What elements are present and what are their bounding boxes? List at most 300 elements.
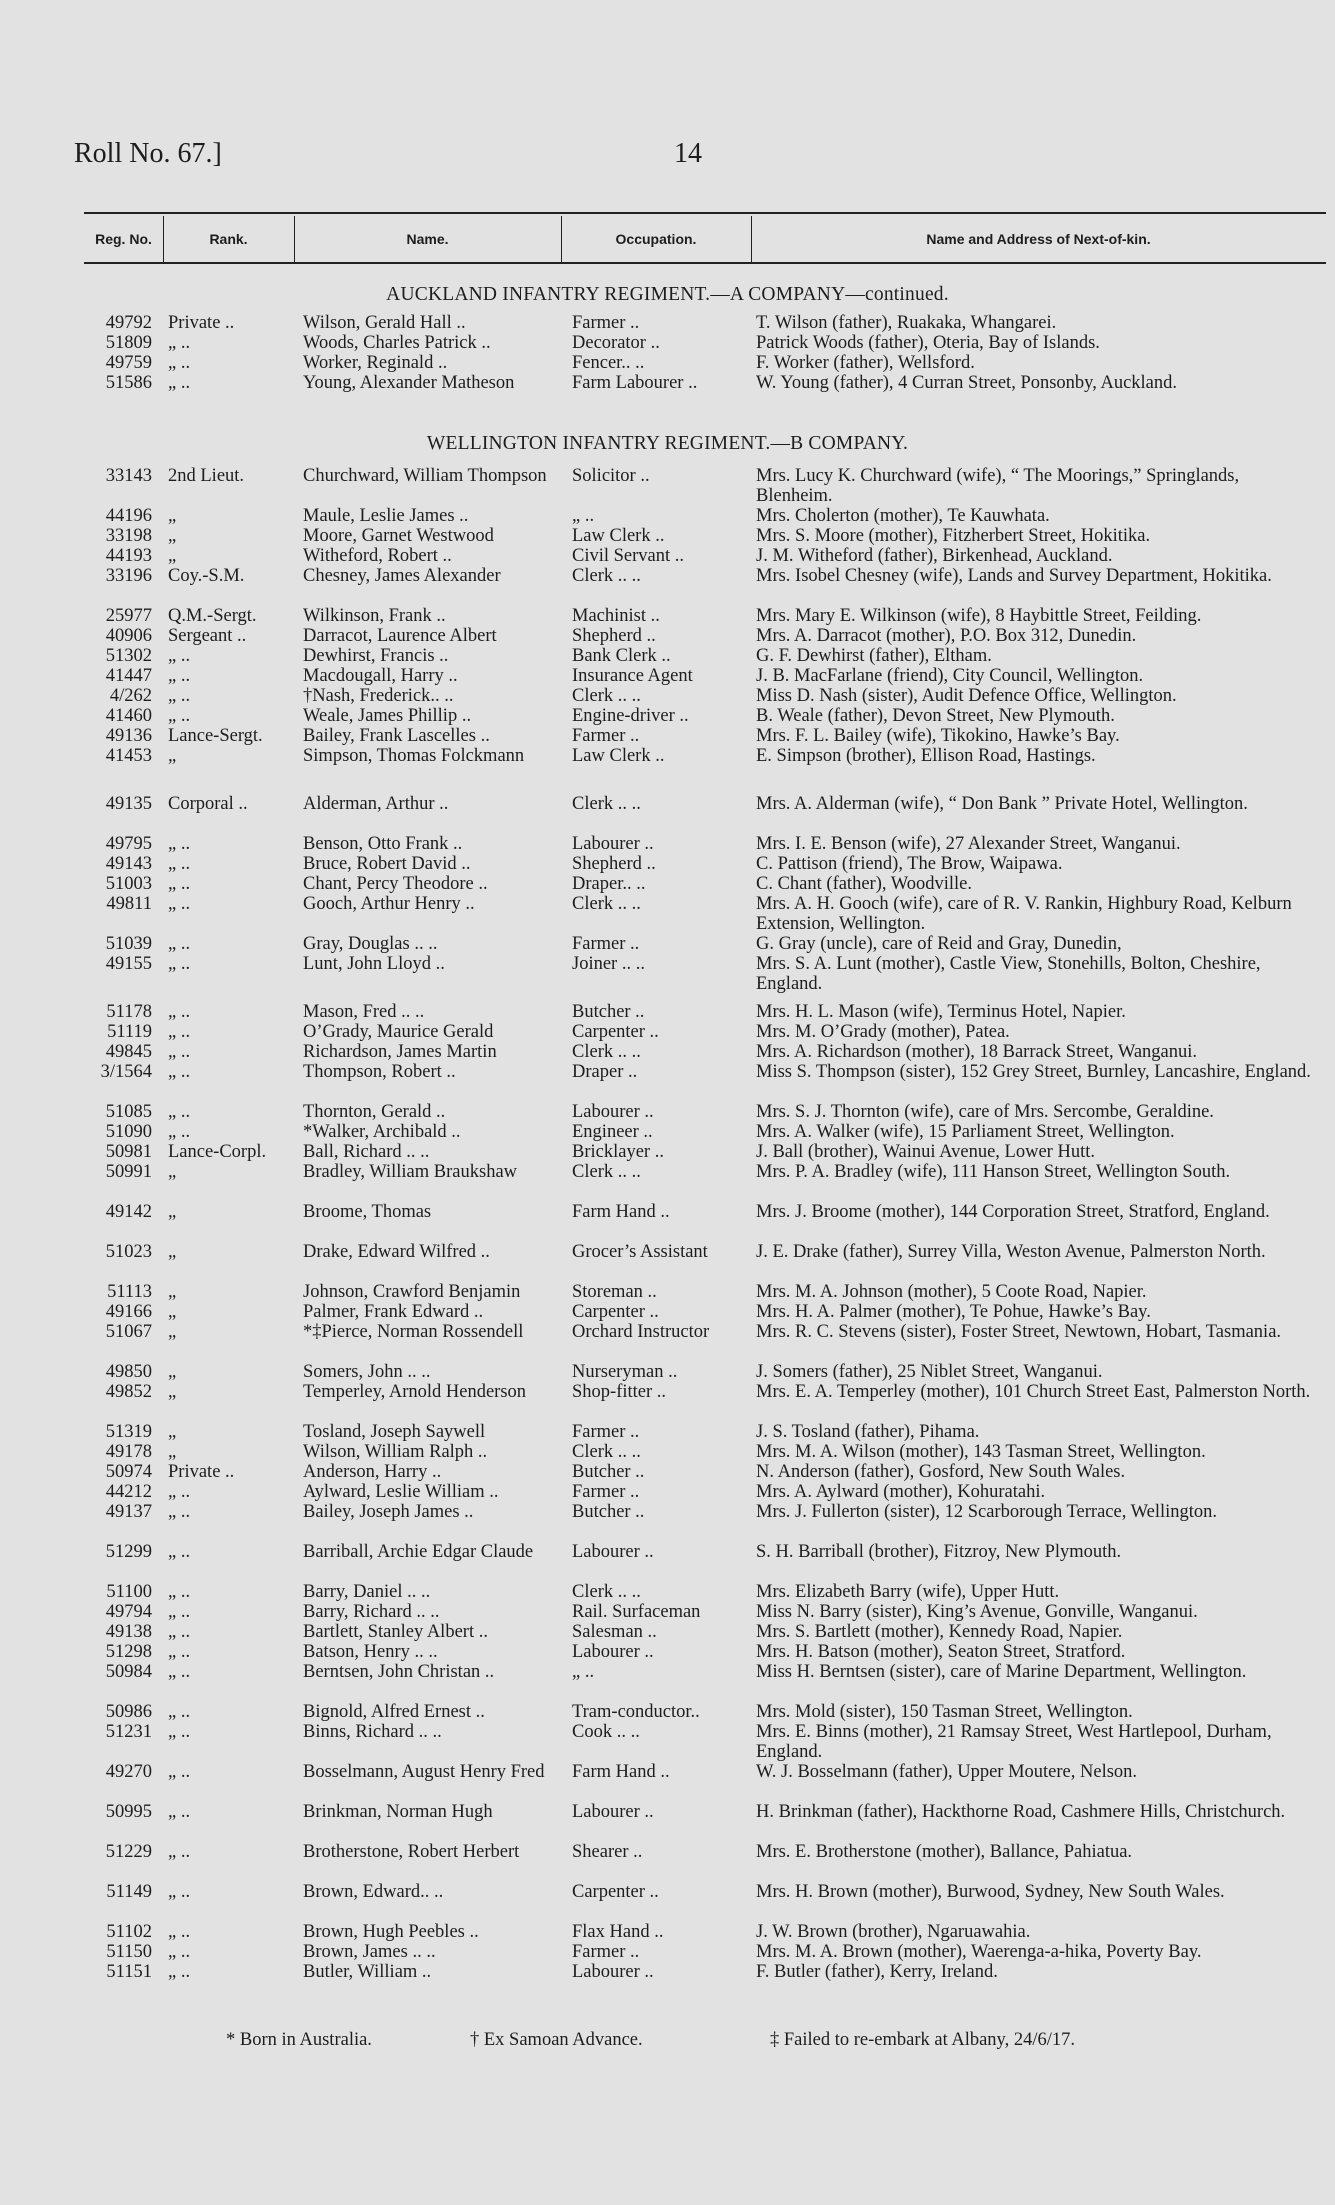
rank-cell: „ .. <box>168 686 191 706</box>
rank-cell: „ .. <box>168 666 191 686</box>
rank-cell: „ .. <box>168 1702 191 1722</box>
reg-no-cell: 50991 <box>105 1162 152 1182</box>
footnote-samoan-advance: † Ex Samoan Advance. <box>470 2030 643 2050</box>
name-cell: Lunt, John Lloyd .. <box>303 954 445 974</box>
next-of-kin-cell: Mrs. A. Alderman (wife), “ Don Bank ” Private Hotel, Wellington. <box>756 794 1248 814</box>
rank-cell: „ .. <box>168 1842 191 1862</box>
rank-cell: Sergeant .. <box>168 626 247 646</box>
occupation-cell: Farm Hand .. <box>572 1762 670 1782</box>
next-of-kin-cell: N. Anderson (father), Gosford, New South Wales. <box>756 1462 1126 1482</box>
next-of-kin-cell: Patrick Woods (father), Oteria, Bay of Islands. <box>756 333 1100 353</box>
occupation-cell: Butcher .. <box>572 1502 645 1522</box>
rank-cell: „ .. <box>168 1922 191 1942</box>
next-of-kin-cell: W. Young (father), 4 Curran Street, Ponsonby, Auckland. <box>756 373 1178 393</box>
occupation-cell: Labourer .. <box>572 1542 654 1562</box>
name-cell: Drake, Edward Wilfred .. <box>303 1242 490 1262</box>
name-cell: Gray, Douglas .. .. <box>303 934 438 954</box>
next-of-kin-cell: Mrs. M. A. Johnson (mother), 5 Coote Road, Napier. <box>756 1282 1147 1302</box>
rank-cell: „ .. <box>168 1482 191 1502</box>
rank-cell: „ .. <box>168 353 191 373</box>
rank-cell: Lance-Corpl. <box>168 1142 267 1162</box>
occupation-cell: Carpenter .. <box>572 1882 659 1902</box>
name-cell: Bartlett, Stanley Albert .. <box>303 1622 488 1642</box>
next-of-kin-cell: Mrs. E. Binns (mother), 21 Ramsay Street, West Hartlepool, Durham, England. <box>756 1722 1272 1762</box>
rank-cell: „ .. <box>168 1962 191 1982</box>
next-of-kin-cell: Mrs. M. A. Brown (mother), Waerenga-a-hika, Poverty Bay. <box>756 1942 1202 1962</box>
next-of-kin-cell: G. F. Dewhirst (father), Eltham. <box>756 646 992 666</box>
col-header-reg: Reg. No. <box>95 231 152 247</box>
reg-no-cell: 49852 <box>105 1382 152 1402</box>
next-of-kin-cell: Mrs. A. Walker (wife), 15 Parliament Street, Wellington. <box>756 1122 1175 1142</box>
occupation-cell: Farm Labourer .. <box>572 373 698 393</box>
reg-no-cell: 33143 <box>105 466 152 486</box>
reg-no-cell: 51319 <box>105 1422 152 1442</box>
next-of-kin-cell: Mrs. Lucy K. Churchward (wife), “ The Moorings,” Springlands, Blenheim. <box>756 466 1240 506</box>
rank-cell: „ .. <box>168 1882 191 1902</box>
occupation-cell: Solicitor .. <box>572 466 650 486</box>
occupation-cell: Cook .. .. <box>572 1722 640 1742</box>
occupation-cell: Labourer .. <box>572 834 654 854</box>
name-cell: Batson, Henry .. .. <box>303 1642 438 1662</box>
reg-no-cell: 49795 <box>105 834 152 854</box>
next-of-kin-cell: B. Weale (father), Devon Street, New Plymouth. <box>756 706 1115 726</box>
name-cell: Mason, Fred .. .. <box>303 1002 425 1022</box>
reg-no-cell: 44212 <box>105 1482 152 1502</box>
reg-no-cell: 50981 <box>105 1142 152 1162</box>
rank-cell: „ .. <box>168 954 191 974</box>
name-cell: Churchward, William Thompson <box>303 466 547 486</box>
next-of-kin-cell: Mrs. E. Brotherstone (mother), Ballance, Pahiatua. <box>756 1842 1133 1862</box>
rank-cell: „ .. <box>168 1102 191 1122</box>
next-of-kin-cell: Mrs. J. Fullerton (sister), 12 Scarborough Terrace, Wellington. <box>756 1502 1218 1522</box>
rank-cell: „ .. <box>168 1022 191 1042</box>
name-cell: Bailey, Frank Lascelles .. <box>303 726 490 746</box>
rank-cell: „ .. <box>168 1602 191 1622</box>
occupation-cell: Bank Clerk .. <box>572 646 671 666</box>
name-cell: Worker, Reginald .. <box>303 353 448 373</box>
rank-cell: „ .. <box>168 1942 191 1962</box>
occupation-cell: Labourer .. <box>572 1642 654 1662</box>
occupation-cell: Storeman .. <box>572 1282 657 1302</box>
next-of-kin-cell: Mrs. E. A. Temperley (mother), 101 Church Street East, Palmerston North. <box>756 1382 1311 1402</box>
footnote-failed-reembark: ‡ Failed to re-embark at Albany, 24/6/17. <box>770 2030 1076 2050</box>
section-title: WELLINGTON INFANTRY REGIMENT.—B COMPANY. <box>426 433 909 454</box>
name-cell: Macdougall, Harry .. <box>303 666 458 686</box>
occupation-cell: Farmer .. <box>572 1422 640 1442</box>
reg-no-cell: 51149 <box>106 1882 152 1902</box>
occupation-cell: Farmer .. <box>572 1942 640 1962</box>
name-cell: Chesney, James Alexander <box>303 566 501 586</box>
next-of-kin-cell: J. S. Tosland (father), Pihama. <box>756 1422 980 1442</box>
reg-no-cell: 51302 <box>105 646 152 666</box>
name-cell: Brown, Edward.. .. <box>303 1882 444 1902</box>
name-cell: Bailey, Joseph James .. <box>303 1502 474 1522</box>
next-of-kin-cell: Mrs. H. Brown (mother), Burwood, Sydney, New South Wales. <box>756 1882 1225 1902</box>
name-cell: Bosselmann, August Henry Fred <box>303 1762 545 1782</box>
header-top-rule <box>84 212 1326 214</box>
occupation-cell: Labourer .. <box>572 1962 654 1982</box>
rank-cell: „ .. <box>168 1802 191 1822</box>
reg-no-cell: 51299 <box>105 1542 152 1562</box>
rank-cell: „ <box>168 1322 177 1342</box>
rank-cell: „ <box>168 1422 177 1442</box>
name-cell: Ball, Richard .. .. <box>303 1142 430 1162</box>
reg-no-cell: 51151 <box>106 1962 152 1982</box>
occupation-cell: Clerk .. .. <box>572 894 641 914</box>
next-of-kin-cell: Mrs. A. Aylward (mother), Kohuratahi. <box>756 1482 1046 1502</box>
rank-cell: Q.M.-Sergt. <box>168 606 257 626</box>
rank-cell: „ .. <box>168 854 191 874</box>
next-of-kin-cell: Mrs. Cholerton (mother), Te Kauwhata. <box>756 506 1050 526</box>
rank-cell: Coy.-S.M. <box>168 566 245 586</box>
name-cell: Aylward, Leslie William .. <box>303 1482 499 1502</box>
reg-no-cell: 41453 <box>105 746 152 766</box>
name-cell: Richardson, James Martin <box>303 1042 497 1062</box>
reg-no-cell: 33198 <box>105 526 152 546</box>
reg-no-cell: 51067 <box>105 1322 152 1342</box>
rank-cell: „ <box>168 1362 177 1382</box>
occupation-cell: Insurance Agent <box>572 666 693 686</box>
occupation-cell: Farmer .. <box>572 1482 640 1502</box>
name-cell: Darracot, Laurence Albert <box>303 626 497 646</box>
next-of-kin-cell: Mrs. M. A. Wilson (mother), 143 Tasman Street, Wellington. <box>756 1442 1206 1462</box>
rank-cell: „ .. <box>168 1502 191 1522</box>
rank-cell: „ <box>168 1282 177 1302</box>
occupation-cell: Shepherd .. <box>572 626 656 646</box>
next-of-kin-cell: G. Gray (uncle), care of Reid and Gray, Dunedin, <box>756 934 1122 954</box>
rank-cell: „ <box>168 506 177 526</box>
rank-cell: „ <box>168 546 177 566</box>
name-cell: Johnson, Crawford Benjamin <box>303 1282 521 1302</box>
next-of-kin-cell: J. E. Drake (father), Surrey Villa, Weston Avenue, Palmerston North. <box>756 1242 1266 1262</box>
rank-cell: „ .. <box>168 706 191 726</box>
name-cell: Somers, John .. .. <box>303 1362 431 1382</box>
reg-no-cell: 51102 <box>106 1922 152 1942</box>
reg-no-cell: 51003 <box>105 874 152 894</box>
next-of-kin-cell: E. Simpson (brother), Ellison Road, Hastings. <box>756 746 1096 766</box>
name-cell: Palmer, Frank Edward .. <box>303 1302 484 1322</box>
name-cell: O’Grady, Maurice Gerald <box>303 1022 494 1042</box>
occupation-cell: Clerk .. .. <box>572 1042 641 1062</box>
occupation-cell: „ .. <box>572 506 595 526</box>
occupation-cell: Salesman .. <box>572 1622 657 1642</box>
name-cell: Benson, Otto Frank .. <box>303 834 463 854</box>
occupation-cell: Clerk .. .. <box>572 1442 641 1462</box>
rank-cell: „ .. <box>168 1042 191 1062</box>
name-cell: Tosland, Joseph Saywell <box>303 1422 486 1442</box>
name-cell: Moore, Garnet Westwood <box>303 526 494 546</box>
occupation-cell: Labourer .. <box>572 1102 654 1122</box>
next-of-kin-cell: Mrs. M. O’Grady (mother), Patea. <box>756 1022 1010 1042</box>
header-bottom-rule <box>84 262 1326 264</box>
occupation-cell: Farmer .. <box>572 726 640 746</box>
name-cell: Brown, Hugh Peebles .. <box>303 1922 479 1942</box>
reg-no-cell: 49178 <box>105 1442 152 1462</box>
reg-no-cell: 41460 <box>105 706 152 726</box>
occupation-cell: Butcher .. <box>572 1462 645 1482</box>
reg-no-cell: 41447 <box>105 666 152 686</box>
reg-no-cell: 51150 <box>106 1942 152 1962</box>
name-cell: Anderson, Harry .. <box>303 1462 442 1482</box>
next-of-kin-cell: Mrs. I. E. Benson (wife), 27 Alexander Street, Wanganui. <box>756 834 1181 854</box>
next-of-kin-cell: J. Ball (brother), Wainui Avenue, Lower Hutt. <box>756 1142 1095 1162</box>
reg-no-cell: 49811 <box>106 894 152 914</box>
occupation-cell: Joiner .. .. <box>572 954 645 974</box>
rank-cell: Private .. <box>168 313 235 333</box>
rank-cell: „ .. <box>168 1542 191 1562</box>
name-cell: Thornton, Gerald .. <box>303 1102 446 1122</box>
next-of-kin-cell: C. Pattison (friend), The Brow, Waipawa. <box>756 854 1063 874</box>
name-cell: Brotherstone, Robert Herbert <box>303 1842 520 1862</box>
next-of-kin-cell: J. M. Witheford (father), Birkenhead, Auckland. <box>756 546 1113 566</box>
reg-no-cell: 50995 <box>105 1802 152 1822</box>
occupation-cell: Farmer .. <box>572 313 640 333</box>
rank-cell: „ <box>168 1202 177 1222</box>
reg-no-cell: 51023 <box>105 1242 152 1262</box>
occupation-cell: Clerk .. .. <box>572 566 641 586</box>
rank-cell: „ .. <box>168 1622 191 1642</box>
next-of-kin-cell: Mrs. J. Broome (mother), 144 Corporation Street, Stratford, England. <box>756 1202 1270 1222</box>
name-cell: Barriball, Archie Edgar Claude <box>303 1542 534 1562</box>
occupation-cell: Bricklayer .. <box>572 1142 664 1162</box>
name-cell: Berntsen, John Christan .. <box>303 1662 495 1682</box>
reg-no-cell: 49137 <box>105 1502 152 1522</box>
next-of-kin-cell: Miss S. Thompson (sister), 152 Grey Street, Burnley, Lancashire, England. <box>756 1062 1311 1082</box>
reg-no-cell: 49135 <box>105 794 152 814</box>
next-of-kin-cell: Mrs. Mary E. Wilkinson (wife), 8 Haybittle Street, Feilding. <box>756 606 1202 626</box>
rank-cell: „ .. <box>168 894 191 914</box>
reg-no-cell: 49155 <box>105 954 152 974</box>
name-cell: Woods, Charles Patrick .. <box>303 333 491 353</box>
next-of-kin-cell: Mrs. S. Bartlett (mother), Kennedy Road, Napier. <box>756 1622 1123 1642</box>
next-of-kin-cell: F. Worker (father), Wellsford. <box>756 353 975 373</box>
rank-cell: „ .. <box>168 373 191 393</box>
reg-no-cell: 49136 <box>105 726 152 746</box>
reg-no-cell: 40906 <box>105 626 152 646</box>
name-cell: Bignold, Alfred Ernest .. <box>303 1702 485 1722</box>
col-header-name: Name. <box>406 231 449 247</box>
reg-no-cell: 51119 <box>107 1022 152 1042</box>
occupation-cell: Law Clerk .. <box>572 746 665 766</box>
next-of-kin-cell: W. J. Bosselmann (father), Upper Moutere, Nelson. <box>756 1762 1138 1782</box>
name-cell: Maule, Leslie James .. <box>303 506 469 526</box>
reg-no-cell: 49850 <box>105 1362 152 1382</box>
name-cell: Wilkinson, Frank .. <box>303 606 446 626</box>
occupation-cell: Decorator .. <box>572 333 660 353</box>
reg-no-cell: 49143 <box>105 854 152 874</box>
rank-cell: „ <box>168 1242 177 1262</box>
reg-no-cell: 51586 <box>105 373 152 393</box>
reg-no-cell: 51100 <box>106 1582 152 1602</box>
col-header-rank: Rank. <box>209 231 248 247</box>
rank-cell: „ .. <box>168 1642 191 1662</box>
reg-no-cell: 51113 <box>107 1282 152 1302</box>
occupation-cell: Orchard Instructor <box>572 1322 710 1342</box>
next-of-kin-cell: T. Wilson (father), Ruakaka, Whangarei. <box>756 313 1057 333</box>
reg-no-cell: 51090 <box>105 1122 152 1142</box>
occupation-cell: Shepherd .. <box>572 854 656 874</box>
next-of-kin-cell: J. B. MacFarlane (friend), City Council, Wellington. <box>756 666 1144 686</box>
next-of-kin-cell: S. H. Barriball (brother), Fitzroy, New Plymouth. <box>756 1542 1122 1562</box>
name-cell: Wilson, Gerald Hall .. <box>303 313 466 333</box>
next-of-kin-cell: Mrs. P. A. Bradley (wife), 111 Hanson Street, Wellington South. <box>756 1162 1231 1182</box>
occupation-cell: Machinist .. <box>572 606 660 626</box>
occupation-cell: Fencer.. .. <box>572 353 645 373</box>
name-cell: Barry, Richard .. .. <box>303 1602 440 1622</box>
reg-no-cell: 51809 <box>105 333 152 353</box>
occupation-cell: Tram-conductor.. <box>572 1702 700 1722</box>
name-cell: Witheford, Robert .. <box>303 546 452 566</box>
occupation-cell: Carpenter .. <box>572 1302 659 1322</box>
reg-no-cell: 49759 <box>105 353 152 373</box>
next-of-kin-cell: Mrs. S. A. Lunt (mother), Castle View, Stonehills, Bolton, Cheshire, England. <box>756 954 1261 994</box>
name-cell: *Walker, Archibald .. <box>303 1122 461 1142</box>
occupation-cell: „ .. <box>572 1662 595 1682</box>
reg-no-cell: 49142 <box>105 1202 152 1222</box>
reg-no-cell: 51298 <box>105 1642 152 1662</box>
reg-no-cell: 51039 <box>105 934 152 954</box>
col-header-occupation: Occupation. <box>615 231 697 247</box>
section-title: AUCKLAND INFANTRY REGIMENT.—A COMPANY—continued. <box>386 284 949 305</box>
occupation-cell: Engine-driver .. <box>572 706 689 726</box>
name-cell: Butler, William .. <box>303 1962 432 1982</box>
name-cell: Brinkman, Norman Hugh <box>303 1802 493 1822</box>
occupation-cell: Draper.. .. <box>572 874 646 894</box>
reg-no-cell: 33196 <box>105 566 152 586</box>
rank-cell: „ .. <box>168 1062 191 1082</box>
occupation-cell: Farmer .. <box>572 934 640 954</box>
next-of-kin-cell: Mrs. H. A. Palmer (mother), Te Pohue, Hawke’s Bay. <box>756 1302 1151 1322</box>
occupation-cell: Clerk .. .. <box>572 1582 641 1602</box>
page-number: 14 <box>674 138 702 169</box>
rank-cell: „ <box>168 746 177 766</box>
next-of-kin-cell: J. W. Brown (brother), Ngaruawahia. <box>756 1922 1031 1942</box>
next-of-kin-cell: Miss N. Barry (sister), King’s Avenue, Gonville, Wanganui. <box>756 1602 1198 1622</box>
rank-cell: „ .. <box>168 333 191 353</box>
reg-no-cell: 51085 <box>105 1102 152 1122</box>
reg-no-cell: 51231 <box>105 1722 152 1742</box>
rank-cell: Lance-Sergt. <box>168 726 263 746</box>
reg-no-cell: 49792 <box>105 313 152 333</box>
occupation-cell: Draper .. <box>572 1062 638 1082</box>
rank-cell: „ .. <box>168 1722 191 1742</box>
roll-number: Roll No. 67.] <box>74 138 222 169</box>
rank-cell: „ .. <box>168 1762 191 1782</box>
name-cell: Dewhirst, Francis .. <box>303 646 449 666</box>
name-cell: Binns, Richard .. .. <box>303 1722 442 1742</box>
rank-cell: 2nd Lieut. <box>168 466 245 486</box>
reg-no-cell: 3/1564 <box>100 1062 152 1082</box>
rank-cell: „ .. <box>168 1582 191 1602</box>
occupation-cell: Law Clerk .. <box>572 526 665 546</box>
next-of-kin-cell: Mrs. Elizabeth Barry (wife), Upper Hutt. <box>756 1582 1060 1602</box>
name-cell: Broome, Thomas <box>303 1202 432 1222</box>
next-of-kin-cell: Mrs. Mold (sister), 150 Tasman Street, Wellington. <box>756 1702 1133 1722</box>
rank-cell: „ .. <box>168 1662 191 1682</box>
name-cell: Barry, Daniel .. .. <box>303 1582 431 1602</box>
next-of-kin-cell: C. Chant (father), Woodville. <box>756 874 973 894</box>
reg-no-cell: 51229 <box>105 1842 152 1862</box>
next-of-kin-cell: Mrs. Isobel Chesney (wife), Lands and Survey Department, Hokitika. <box>756 566 1272 586</box>
reg-no-cell: 44196 <box>105 506 152 526</box>
rank-cell: „ <box>168 526 177 546</box>
next-of-kin-cell: Mrs. H. L. Mason (wife), Terminus Hotel, Napier. <box>756 1002 1126 1022</box>
name-cell: Bradley, William Braukshaw <box>303 1162 518 1182</box>
occupation-cell: Shop-fitter .. <box>572 1382 667 1402</box>
name-cell: †Nash, Frederick.. .. <box>303 686 454 706</box>
rank-cell: „ <box>168 1302 177 1322</box>
next-of-kin-cell: Mrs. A. Darracot (mother), P.O. Box 312, Dunedin. <box>756 626 1137 646</box>
occupation-cell: Clerk .. .. <box>572 1162 641 1182</box>
next-of-kin-cell: J. Somers (father), 25 Niblet Street, Wanganui. <box>756 1362 1103 1382</box>
occupation-cell: Civil Servant .. <box>572 546 685 566</box>
occupation-cell: Labourer .. <box>572 1802 654 1822</box>
name-cell: Simpson, Thomas Folckmann <box>303 746 525 766</box>
name-cell: Temperley, Arnold Henderson <box>303 1382 527 1402</box>
occupation-cell: Farm Hand .. <box>572 1202 670 1222</box>
next-of-kin-cell: Miss D. Nash (sister), Audit Defence Office, Wellington. <box>756 686 1177 706</box>
name-cell: Chant, Percy Theodore .. <box>303 874 488 894</box>
rank-cell: „ <box>168 1382 177 1402</box>
footnote-born-australia: * Born in Australia. <box>226 2030 372 2050</box>
occupation-cell: Rail. Surfaceman <box>572 1602 701 1622</box>
reg-no-cell: 50984 <box>105 1662 152 1682</box>
occupation-cell: Shearer .. <box>572 1842 643 1862</box>
rank-cell: „ .. <box>168 646 191 666</box>
next-of-kin-cell: Mrs. A. H. Gooch (wife), care of R. V. Rankin, Highbury Road, Kelburn Extension, Wellington. <box>756 894 1292 934</box>
reg-no-cell: 49166 <box>105 1302 152 1322</box>
name-cell: Alderman, Arthur .. <box>303 794 449 814</box>
reg-no-cell: 4/262 <box>109 686 152 706</box>
rank-cell: „ .. <box>168 1002 191 1022</box>
name-cell: Bruce, Robert David .. <box>303 854 471 874</box>
rank-cell: „ .. <box>168 1122 191 1142</box>
reg-no-cell: 25977 <box>105 606 152 626</box>
reg-no-cell: 50986 <box>105 1702 152 1722</box>
rank-cell: „ <box>168 1442 177 1462</box>
occupation-cell: Grocer’s Assistant <box>572 1242 708 1262</box>
next-of-kin-cell: Mrs. H. Batson (mother), Seaton Street, Stratford. <box>756 1642 1126 1662</box>
rank-cell: Private .. <box>168 1462 235 1482</box>
rank-cell: „ .. <box>168 934 191 954</box>
name-cell: Weale, James Phillip .. <box>303 706 472 726</box>
occupation-cell: Clerk .. .. <box>572 686 641 706</box>
reg-no-cell: 49794 <box>105 1602 152 1622</box>
rank-cell: Corporal .. <box>168 794 248 814</box>
reg-no-cell: 49845 <box>105 1042 152 1062</box>
occupation-cell: Engineer .. <box>572 1122 653 1142</box>
reg-no-cell: 50974 <box>105 1462 152 1482</box>
occupation-cell: Carpenter .. <box>572 1022 659 1042</box>
name-cell: Brown, James .. .. <box>303 1942 436 1962</box>
name-cell: Young, Alexander Matheson <box>303 373 515 393</box>
reg-no-cell: 51178 <box>106 1002 152 1022</box>
rank-cell: „ <box>168 1162 177 1182</box>
next-of-kin-cell: Mrs. R. C. Stevens (sister), Foster Street, Newtown, Hobart, Tasmania. <box>756 1322 1282 1342</box>
next-of-kin-cell: Miss H. Berntsen (sister), care of Marine Department, Wellington. <box>756 1662 1247 1682</box>
name-cell: *‡Pierce, Norman Rossendell <box>303 1322 524 1342</box>
occupation-cell: Flax Hand .. <box>572 1922 664 1942</box>
col-header-next-of-kin: Name and Address of Next-of-kin. <box>926 231 1151 247</box>
next-of-kin-cell: Mrs. S. J. Thornton (wife), care of Mrs. Sercombe, Geraldine. <box>756 1102 1214 1122</box>
name-cell: Wilson, William Ralph .. <box>303 1442 488 1462</box>
name-cell: Thompson, Robert .. <box>303 1062 456 1082</box>
reg-no-cell: 49270 <box>105 1762 152 1782</box>
rank-cell: „ .. <box>168 834 191 854</box>
rank-cell: „ .. <box>168 874 191 894</box>
reg-no-cell: 44193 <box>105 546 152 566</box>
next-of-kin-cell: H. Brinkman (father), Hackthorne Road, Cashmere Hills, Christchurch. <box>756 1802 1286 1822</box>
